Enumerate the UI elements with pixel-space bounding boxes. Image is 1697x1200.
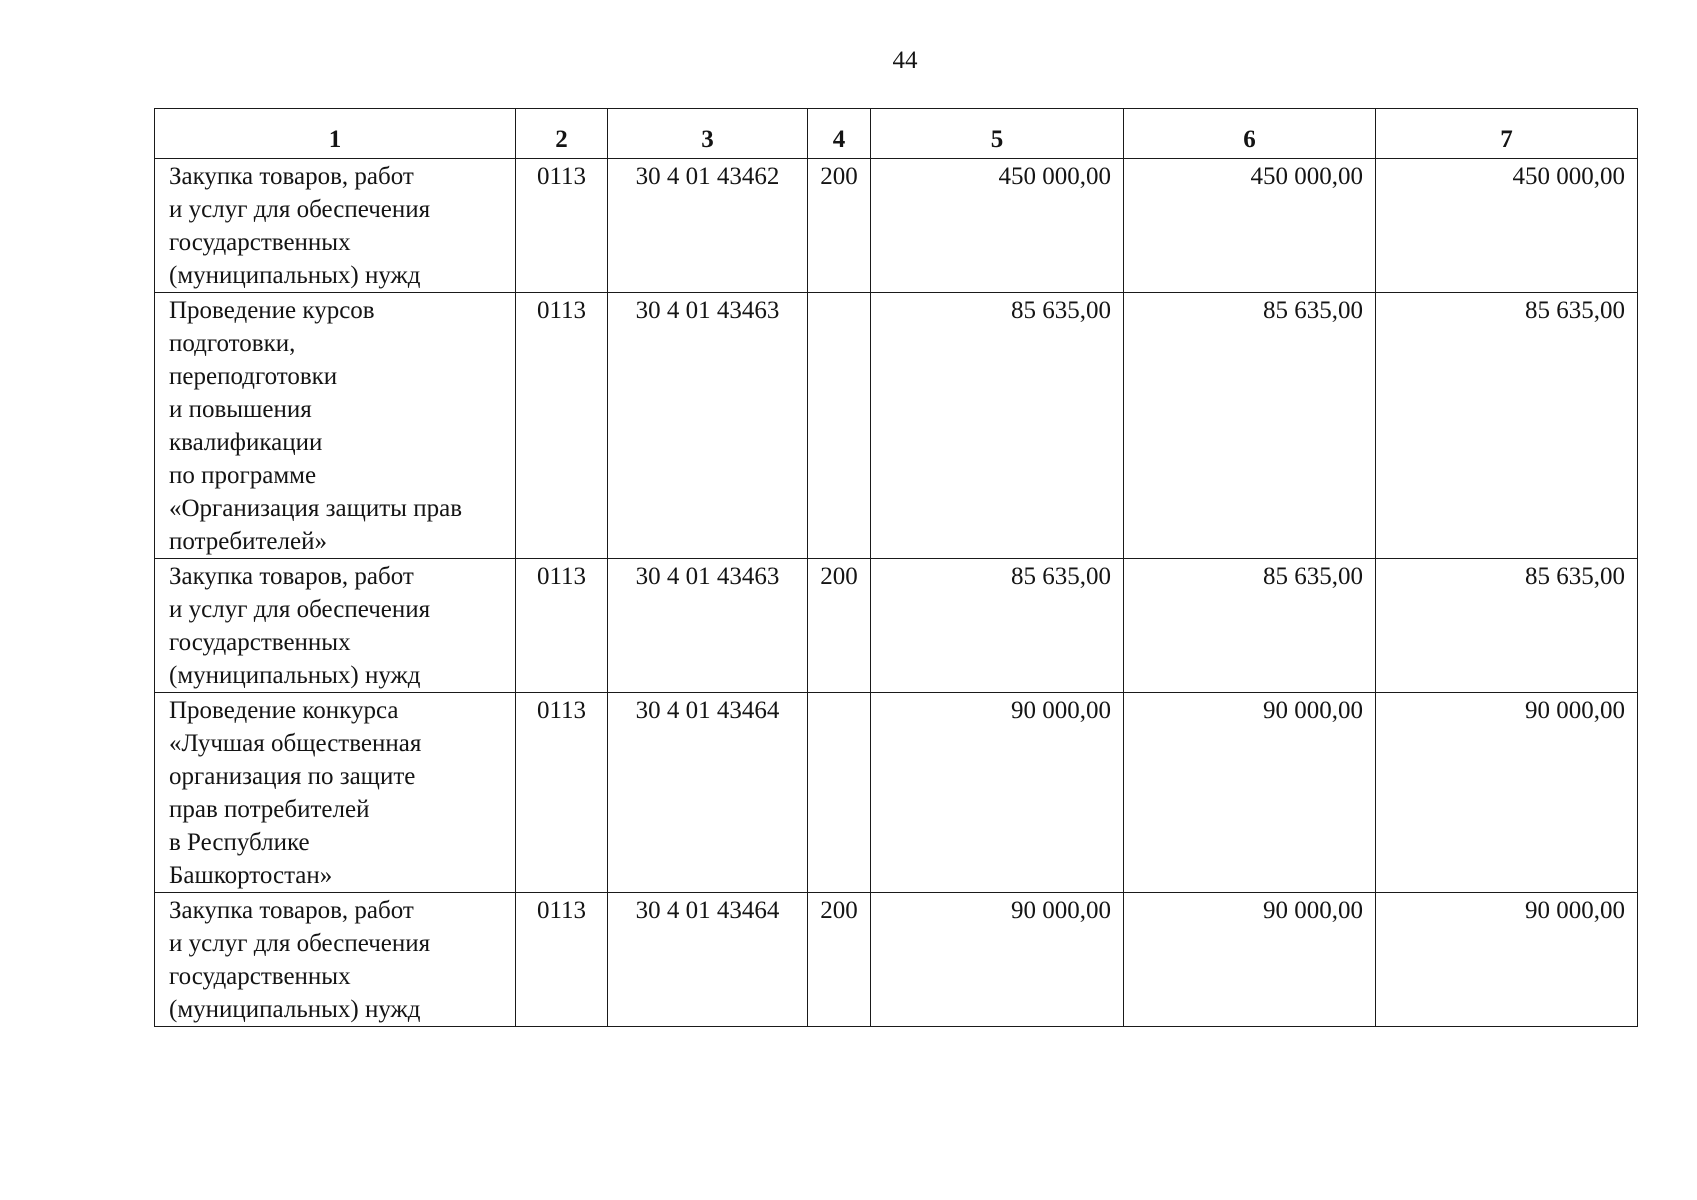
row-value-3-cell: 450 000,00	[1376, 159, 1638, 293]
header-col-1: 1	[155, 109, 516, 159]
row-name-line: Проведение конкурса	[169, 697, 399, 724]
row-name-line: переподготовки	[169, 363, 338, 390]
header-col-3: 3	[608, 109, 808, 159]
row-target-cell: 30 4 01 43464	[608, 693, 808, 893]
row-name-line: (муниципальных) нужд	[169, 996, 421, 1023]
row-name-line: и услуг для обеспечения	[169, 930, 431, 957]
header-col-7: 7	[1376, 109, 1638, 159]
row-value-1-cell: 450 000,00	[871, 159, 1124, 293]
row-type-cell: 200	[808, 559, 871, 693]
header-col-5: 5	[871, 109, 1124, 159]
row-name-line: «Лучшая общественная	[169, 730, 422, 757]
header-row	[155, 109, 1638, 159]
table-body	[155, 159, 1638, 1027]
row-section-cell: 0113	[516, 293, 608, 559]
row-value-3-cell: 90 000,00	[1376, 893, 1638, 1027]
row-type-cell: 200	[808, 159, 871, 293]
row-type-cell	[808, 693, 871, 893]
row-value-1-cell: 85 635,00	[871, 559, 1124, 693]
row-name-line: и повышения	[169, 396, 312, 423]
row-name-cell	[155, 893, 516, 1027]
page-number: 44	[892, 47, 918, 74]
row-name-line: организация по защите	[169, 763, 416, 790]
row-value-1-cell: 90 000,00	[871, 693, 1124, 893]
row-name-line: квалификации	[169, 429, 323, 456]
row-name-line: Закупка товаров, работ	[169, 563, 414, 590]
row-value-2-cell: 85 635,00	[1124, 559, 1376, 693]
row-section-cell: 0113	[516, 693, 608, 893]
row-section-cell: 0113	[516, 559, 608, 693]
header-col-4: 4	[808, 109, 871, 159]
row-target-cell: 30 4 01 43463	[608, 559, 808, 693]
table-row	[155, 693, 1638, 893]
row-type-cell: 200	[808, 893, 871, 1027]
header-col-2: 2	[516, 109, 608, 159]
row-name-line: государственных	[169, 629, 351, 656]
row-name-line: и услуг для обеспечения	[169, 196, 431, 223]
row-name-line: Закупка товаров, работ	[169, 163, 414, 190]
row-name-line: государственных	[169, 229, 351, 256]
row-section-cell: 0113	[516, 893, 608, 1027]
row-name-line: подготовки,	[169, 330, 296, 357]
row-name-cell	[155, 293, 516, 559]
row-value-2-cell: 85 635,00	[1124, 293, 1376, 559]
row-value-2-cell: 90 000,00	[1124, 893, 1376, 1027]
row-name-line: в Республике	[169, 829, 310, 856]
row-section-cell: 0113	[516, 159, 608, 293]
row-name-line: по программе	[169, 462, 317, 489]
table-row	[155, 159, 1638, 293]
table-row	[155, 293, 1638, 559]
row-name-cell	[155, 559, 516, 693]
budget-table	[154, 108, 1638, 1027]
row-name-line: прав потребителей	[169, 796, 370, 823]
row-type-cell	[808, 293, 871, 559]
row-name-cell	[155, 693, 516, 893]
row-name-line: государственных	[169, 963, 351, 990]
row-value-2-cell: 90 000,00	[1124, 693, 1376, 893]
row-name-line: и услуг для обеспечения	[169, 596, 431, 623]
row-value-1-cell: 90 000,00	[871, 893, 1124, 1027]
row-name-line: (муниципальных) нужд	[169, 662, 421, 689]
row-value-3-cell: 90 000,00	[1376, 693, 1638, 893]
row-value-3-cell: 85 635,00	[1376, 559, 1638, 693]
row-name-line: «Организация защиты прав	[169, 495, 462, 522]
row-name-cell	[155, 159, 516, 293]
row-name-line: Проведение курсов	[169, 297, 375, 324]
table-row	[155, 893, 1638, 1027]
row-name-line: Башкортостан»	[169, 862, 333, 889]
row-name-line: потребителей»	[169, 528, 327, 555]
row-name-line: (муниципальных) нужд	[169, 262, 421, 289]
row-target-cell: 30 4 01 43462	[608, 159, 808, 293]
row-target-cell: 30 4 01 43464	[608, 893, 808, 1027]
row-value-3-cell: 85 635,00	[1376, 293, 1638, 559]
row-value-1-cell: 85 635,00	[871, 293, 1124, 559]
row-name-line: Закупка товаров, работ	[169, 897, 414, 924]
header-col-6: 6	[1124, 109, 1376, 159]
table-row	[155, 559, 1638, 693]
row-target-cell: 30 4 01 43463	[608, 293, 808, 559]
row-value-2-cell: 450 000,00	[1124, 159, 1376, 293]
